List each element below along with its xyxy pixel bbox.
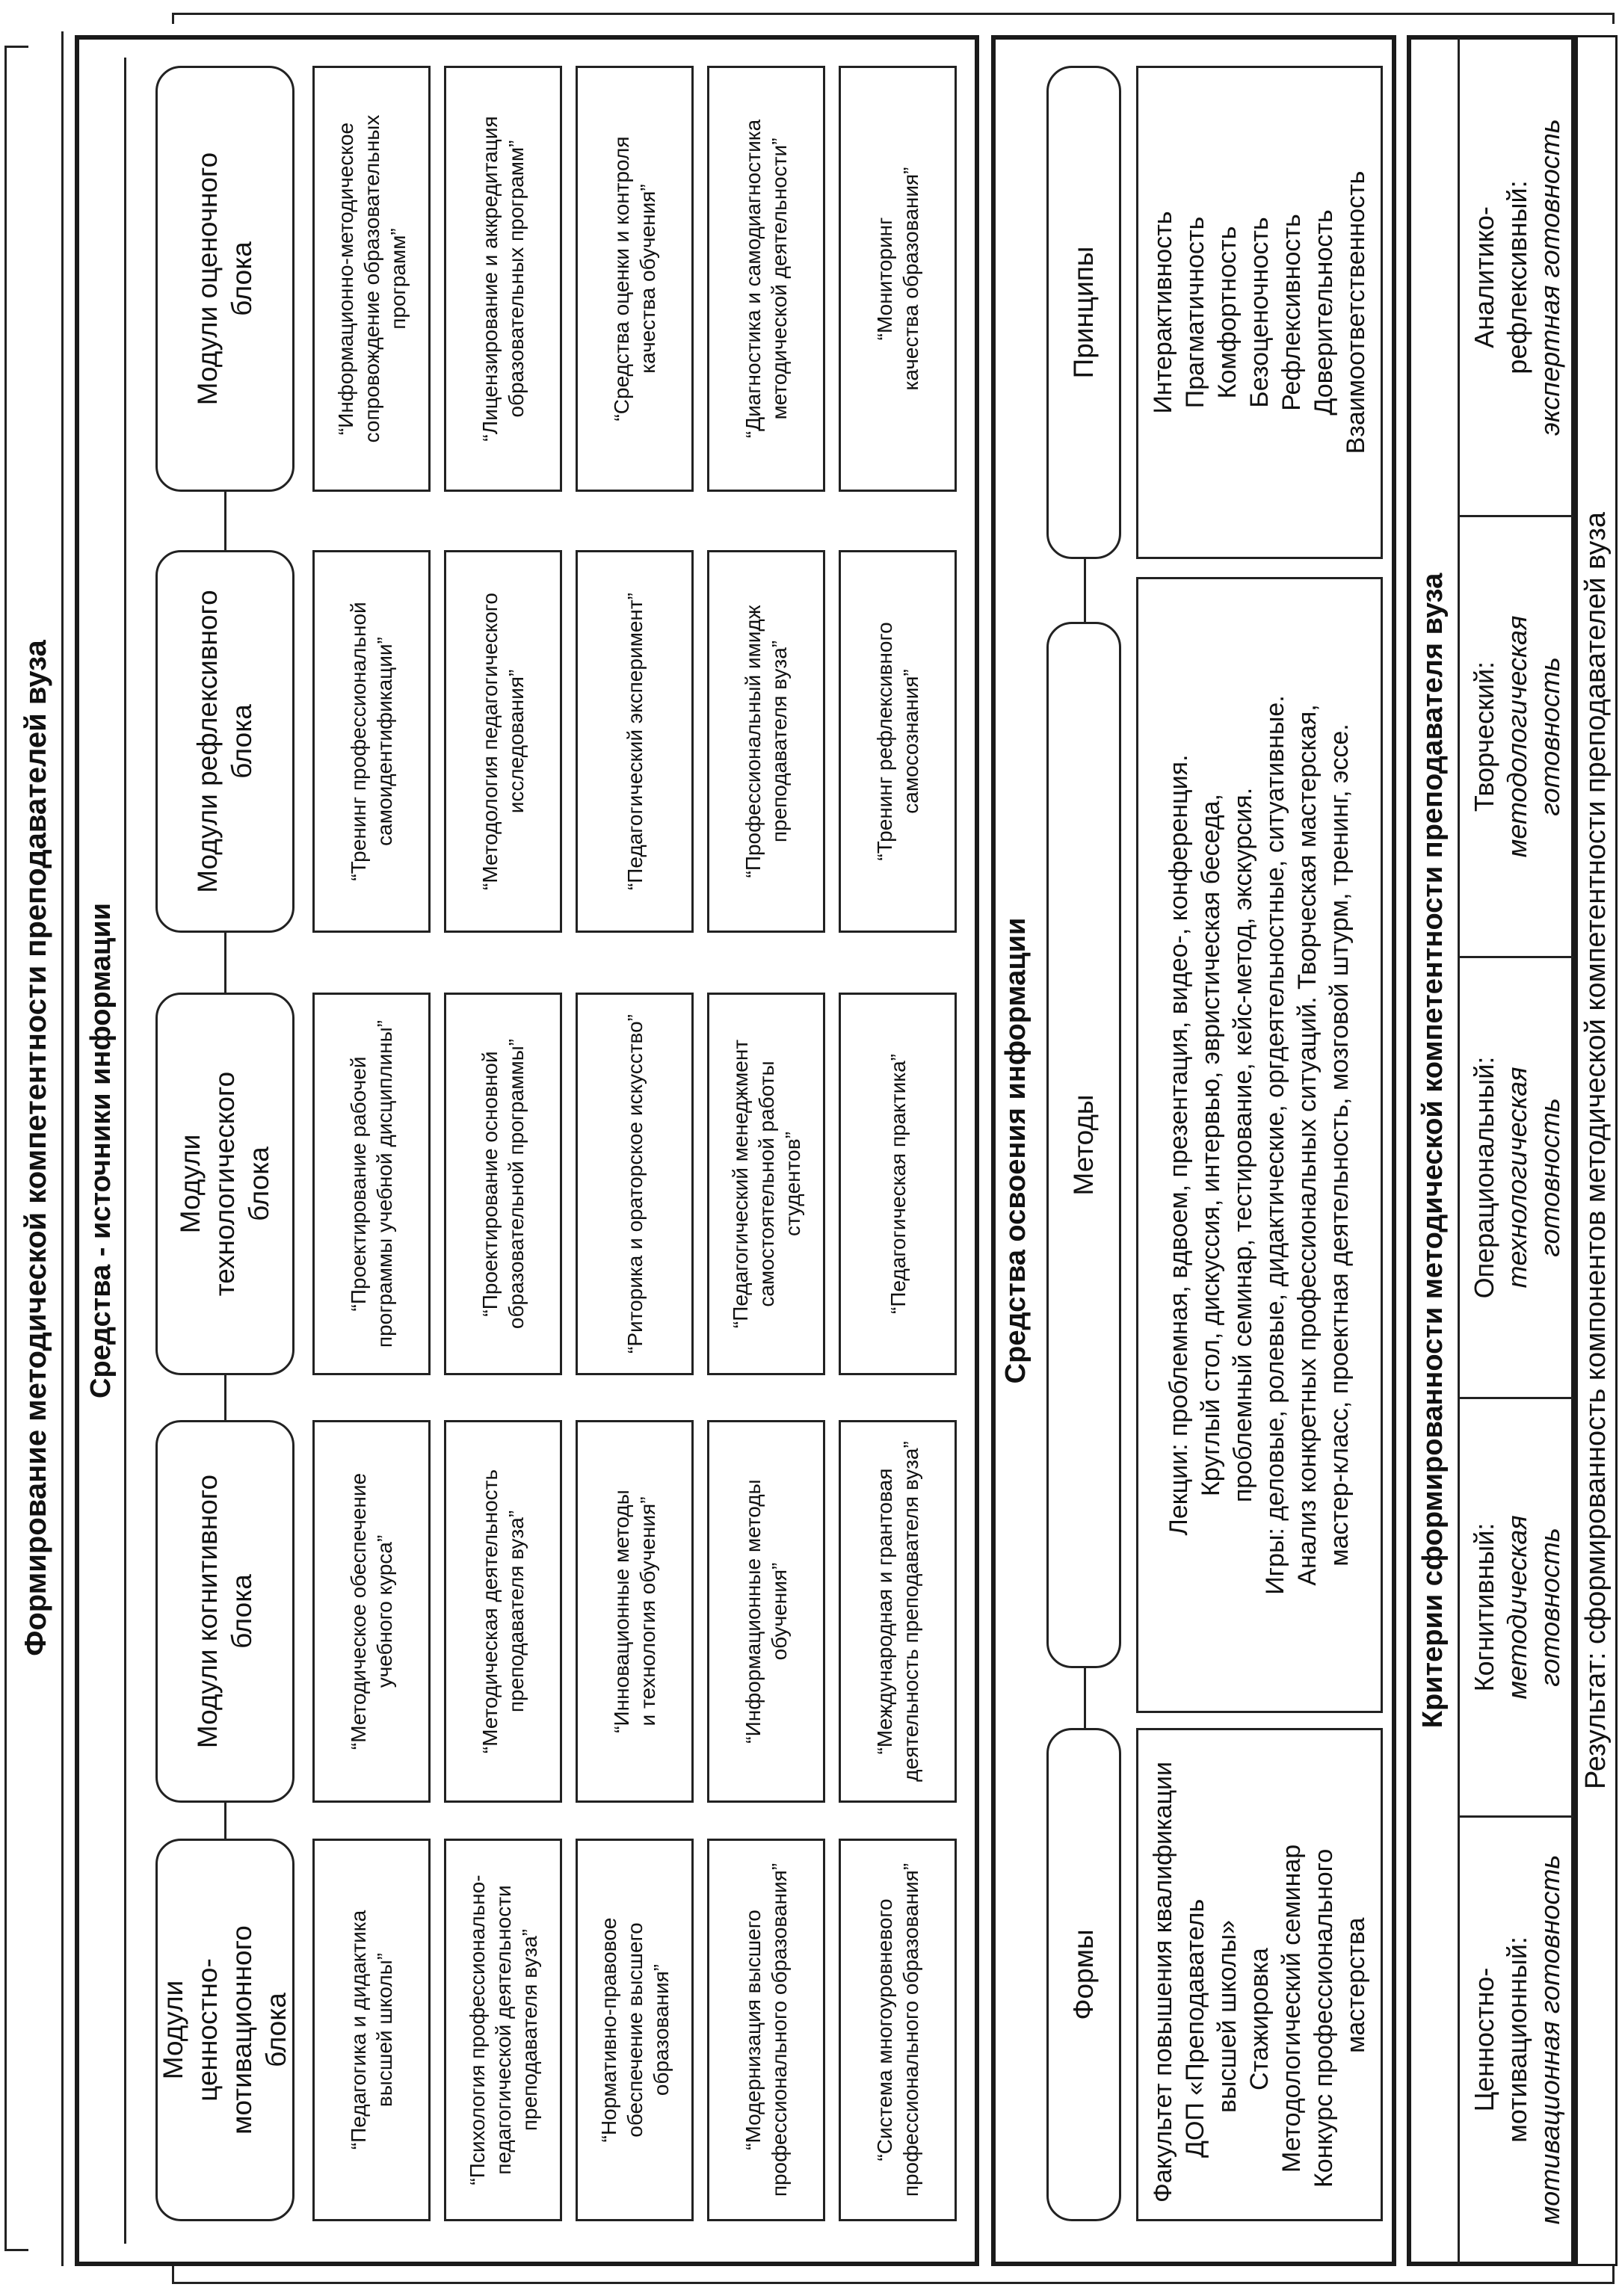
result-text: Результат: сформированность компонентов методической компетентности преподавателей вуза	[1580, 512, 1612, 1789]
title-underline	[61, 31, 64, 2266]
module-header-cognitive: Модули когнитивного блока	[155, 1420, 295, 1803]
criterion-value-motivational: Ценностно- мотивационный: мотивационная готовность	[1469, 1854, 1565, 2225]
feedback-line-left-vertical	[172, 2282, 1615, 2284]
criterion-creative: Творческий: методологическая готовность	[1469, 615, 1565, 858]
module-item-evaluative-3: “Средства оценки и контроля качества обучения”	[576, 66, 694, 492]
module-header-value-motivational: Модули ценностно-мотивационного блока	[155, 1839, 295, 2221]
module-item-value-motivational-4: “Модернизация высшего профессионального образования”	[707, 1839, 825, 2221]
module-item-cognitive-2: “Методическая деятельность преподавателя вуза”	[444, 1420, 562, 1803]
sources-title: Средства - источники информации	[85, 903, 117, 1398]
module-header-technological: Модули технологического блока	[155, 993, 295, 1375]
module-item-technological-1: “Проектирование рабочей программы учебной дисциплины”	[312, 993, 431, 1375]
module-item-evaluative-4: “Диагностика и самодиагностика методической деятельности”	[707, 66, 825, 492]
module-item-cognitive-1: “Методическое обеспечение учебного курса”	[312, 1420, 431, 1803]
principles-header: Принципы	[1046, 66, 1121, 559]
feedback-line-right-stub-top	[172, 13, 174, 24]
methods-header: Методы	[1046, 622, 1121, 1668]
criterion-operational: Операциональный: технологическая готовность	[1469, 1056, 1565, 1299]
module-header-evaluative: Модули оценочного блока	[155, 66, 295, 492]
module-item-cognitive-3: “Инновационные методы и технология обучения”	[576, 1420, 694, 1803]
criteria-title: Критерии сформированности методической компетентности преподавателя вуза	[1417, 573, 1449, 1729]
module-header-reflexive: Модули рефлексивного блока	[155, 550, 295, 933]
module-item-technological-3: “Риторика и ораторское искусство”	[576, 993, 694, 1375]
module-item-cognitive-5: “Международная и грантовая деятельность преподавателя вуза”	[839, 1420, 957, 1803]
module-item-reflexive-2: “Методология педагогического исследования”	[444, 550, 562, 933]
module-item-evaluative-5: “Мониторинг качества образования”	[839, 66, 957, 492]
mastery-title: Средства освоения информации	[1000, 917, 1032, 1384]
forms-header: Формы	[1046, 1728, 1121, 2221]
criterion-cognitive: Когнитивный: методическая готовность	[1469, 1515, 1565, 1700]
forms-list: Факультет повышения квалификации ДОП «Преподаватель высшей школы» Стажировка Методологический семинар Конкурс профессионального мастерства	[1136, 1728, 1383, 2221]
module-item-value-motivational-1: “Педагогика и дидактика высшей школы”	[312, 1839, 431, 2221]
principles-list: Интерактивность Прагматичность Комфортность Безоценочность Рефлексивность Доверительность Взаимоответственность	[1136, 66, 1383, 559]
module-item-evaluative-1: “Информационно-методическое сопровождение образовательных программ”	[312, 66, 431, 492]
feedback-line-left-stub-bottom	[1612, 2266, 1615, 2284]
module-item-technological-4: “Педагогический менеджмент самостоятельной работы студентов”	[707, 993, 825, 1375]
module-item-value-motivational-2: “Психология профессионально- педагогической деятельности преподавателя вуза”	[444, 1839, 562, 2221]
feedback-line-top-horizontal	[4, 46, 7, 2251]
module-item-value-motivational-3: “Нормативно-правовое обеспечение высшего образования”	[576, 1839, 694, 2221]
module-item-reflexive-4: “Профессиональный имидж преподавателя вуза”	[707, 550, 825, 933]
feedback-line-right-stub-bottom	[1612, 13, 1615, 24]
criterion-analytic-reflexive: Аналитико- рефлексивный: экспертная готовность	[1469, 119, 1565, 436]
diagram-title: Формирование методической компетентности преподавателей вуза	[19, 640, 52, 1656]
sources-title-underline	[124, 58, 126, 2244]
module-item-value-motivational-5: “Система многоуровневого профессионального образования”	[839, 1839, 957, 2221]
methods-list: Лекции: проблемная, вдвоем, презентация, видео-, конференция. Круглый стол, дискуссия, интервью, эвристическая беседа, проблемный семинар, тестирование, кейс-метод, экскурсия. Игры: деловые, ролевые, дидактические, оргдеятельностные, ситуативные. Анализ конкретных профессиональных ситуаций. Творческая мастерская, мастер-класс, проектная деятельность, мозговой штурм, тренинг, эссе.	[1136, 577, 1383, 1713]
module-item-technological-2: “Проектирование основной образовательной программы”	[444, 993, 562, 1375]
feedback-line-right-vertical	[172, 13, 1615, 15]
criteria-title-underline	[1458, 37, 1460, 2264]
feedback-line-left-stub-top	[172, 2266, 174, 2284]
module-item-cognitive-4: “Информационные методы обучения”	[707, 1420, 825, 1803]
module-item-reflexive-3: “Педагогический эксперимент”	[576, 550, 694, 933]
module-item-technological-5: “Педагогическая практика”	[839, 993, 957, 1375]
module-item-reflexive-5: “Тренинг рефлексивного самосознания”	[839, 550, 957, 933]
module-item-evaluative-2: “Лицензирование и аккредитация образовательных программ”	[444, 66, 562, 492]
module-item-reflexive-1: “Тренинг профессиональной самоидентификации”	[312, 550, 431, 933]
